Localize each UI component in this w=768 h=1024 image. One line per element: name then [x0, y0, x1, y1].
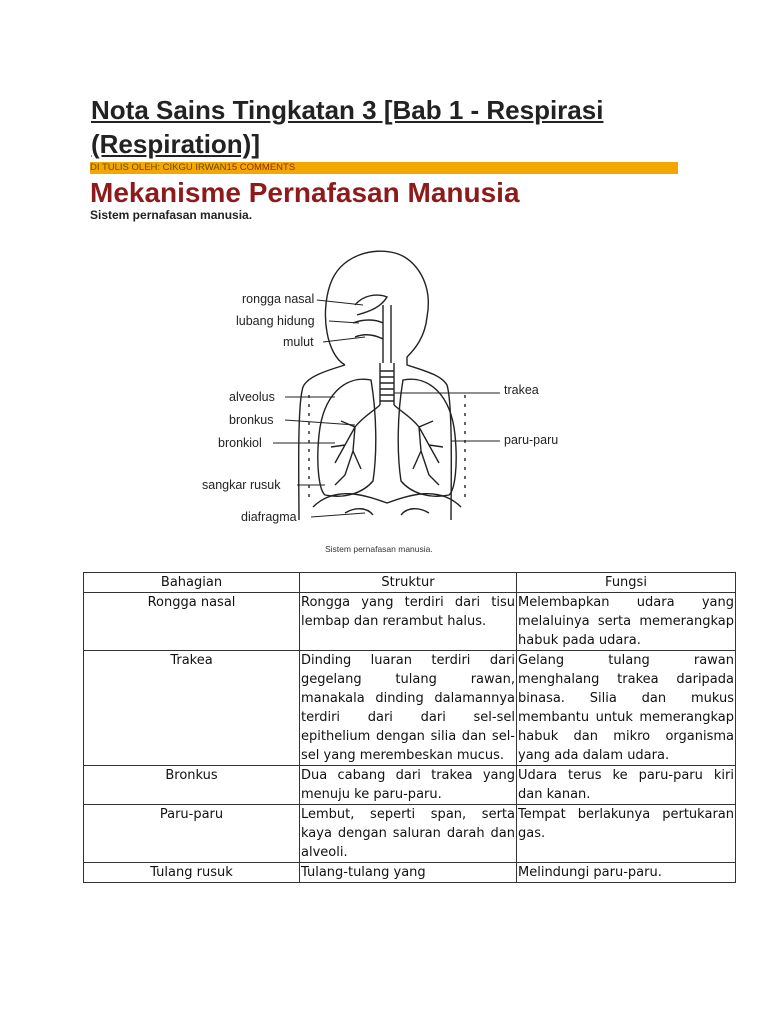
label-trakea: trakea	[504, 383, 539, 397]
cell-fungsi: Gelang tulang rawan menghalang trakea daripada binasa. Silia dan mukus membantu untuk memerangkap habuk dan mikro organisma yang ada dalam udara.	[517, 651, 736, 766]
respiratory-parts-table	[83, 572, 736, 883]
label-bronkus: bronkus	[229, 413, 274, 427]
table-row	[84, 863, 736, 883]
label-alveolus: alveolus	[229, 390, 275, 404]
table-row	[84, 805, 736, 863]
header-struktur: Struktur	[300, 573, 517, 593]
cell-bahagian: Rongga nasal	[84, 593, 300, 651]
label-diafragma: diafragma	[241, 510, 297, 524]
cell-struktur: Dua cabang dari trakea yang menuju ke paru-paru.	[300, 766, 517, 805]
comments-link[interactable]: 15 COMMENTS	[226, 162, 296, 173]
header-fungsi: Fungsi	[517, 573, 736, 593]
cell-struktur: Lembut, seperti span, serta kaya dengan saluran darah dan alveoli.	[300, 805, 517, 863]
header-bahagian: Bahagian	[84, 573, 300, 593]
cell-fungsi: Melindungi paru-paru.	[517, 863, 736, 883]
label-rongga-nasal: rongga nasal	[242, 292, 315, 306]
cell-fungsi: Udara terus ke paru-paru kiri dan kanan.	[517, 766, 736, 805]
cell-bahagian: Trakea	[84, 651, 300, 766]
cell-bahagian: Paru-paru	[84, 805, 300, 863]
cell-bahagian: Bronkus	[84, 766, 300, 805]
label-paru-paru: paru-paru	[504, 433, 559, 447]
byline-author: DI TULIS OLEH: CIKGU IRWAN	[90, 162, 227, 173]
section-heading: Mekanisme Pernafasan Manusia	[90, 177, 520, 208]
table-row	[84, 651, 736, 766]
label-bronkiol: bronkiol	[218, 436, 262, 450]
figure-subtitle: Sistem pernafasan manusia.	[90, 208, 253, 222]
cell-struktur: Dinding luaran terdiri dari gegelang tulang rawan, manakala dinding dalamannya terdiri dari dari sel-sel epithelium dengan silia dan sel-sel yang merembeskan mucus.	[300, 651, 517, 766]
cell-struktur: Rongga yang terdiri dari tisu lembap dan rerambut halus.	[300, 593, 517, 651]
cell-fungsi: Melembapkan udara yang melaluinya serta memerangkap habuk pada udara.	[517, 593, 736, 651]
respiratory-system-diagram	[195, 245, 575, 565]
table-row	[84, 766, 736, 805]
figure-caption: Sistem pernafasan manusia.	[325, 544, 433, 554]
table-header-row	[84, 573, 736, 593]
cell-struktur: Tulang-tulang yang	[300, 863, 517, 883]
table-row	[84, 593, 736, 651]
cell-bahagian: Tulang rusuk	[84, 863, 300, 883]
label-mulut: mulut	[283, 335, 314, 349]
label-sangkar-rusuk: sangkar rusuk	[202, 478, 281, 492]
byline-bar	[90, 162, 678, 174]
label-lubang-hidung: lubang hidung	[236, 314, 315, 328]
cell-fungsi: Tempat berlakunya pertukaran gas.	[517, 805, 736, 863]
article-title: Nota Sains Tingkatan 3 [Bab 1 - Respirasi (Respiration)]	[91, 95, 604, 159]
